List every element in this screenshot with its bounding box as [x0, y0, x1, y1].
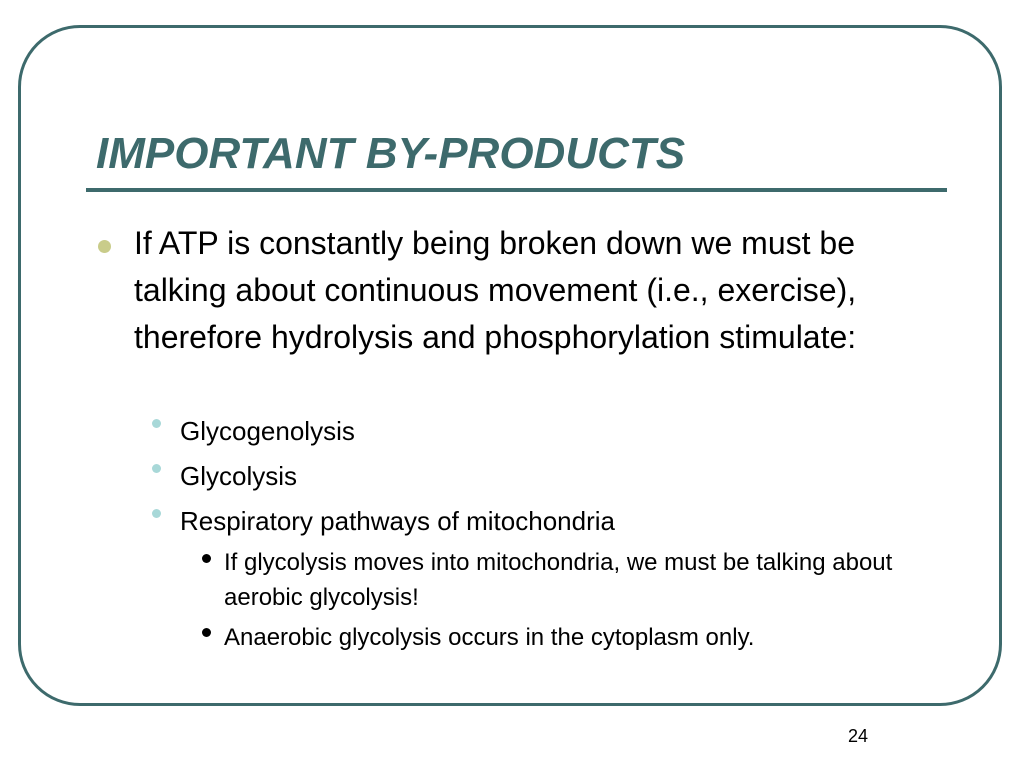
- bullet-text-level1: If ATP is constantly being broken down we must be talking about continuous movement (i.e., exercise), therefore hydrolysis and phosphorylation stimulate:: [134, 225, 857, 355]
- bullet-dot-level2: [152, 464, 161, 473]
- bullet-dot-level1: [98, 240, 111, 253]
- bullet-text-aerobic-glycolysis: If glycolysis moves into mitochondria, we must be talking about aerobic glycolysis!: [224, 549, 893, 611]
- bullet-dot-level2: [152, 419, 161, 428]
- bullet-text-glycogenolysis: Glycogenolysis: [180, 416, 355, 446]
- bullet-text-respiratory-pathways: Respiratory pathways of mitochondria: [180, 506, 615, 536]
- bullet-dot-level3: [202, 554, 211, 563]
- bullet-text-anaerobic-glycolysis: Anaerobic glycolysis occurs in the cytoplasm only.: [224, 624, 755, 651]
- bullet-dot-level2: [152, 509, 161, 518]
- slide-title: IMPORTANT BY-PRODUCTS: [96, 129, 686, 178]
- bullet-text-glycolysis: Glycolysis: [180, 461, 298, 491]
- page-number: 24: [847, 726, 869, 746]
- bullet-dot-level3: [202, 628, 211, 637]
